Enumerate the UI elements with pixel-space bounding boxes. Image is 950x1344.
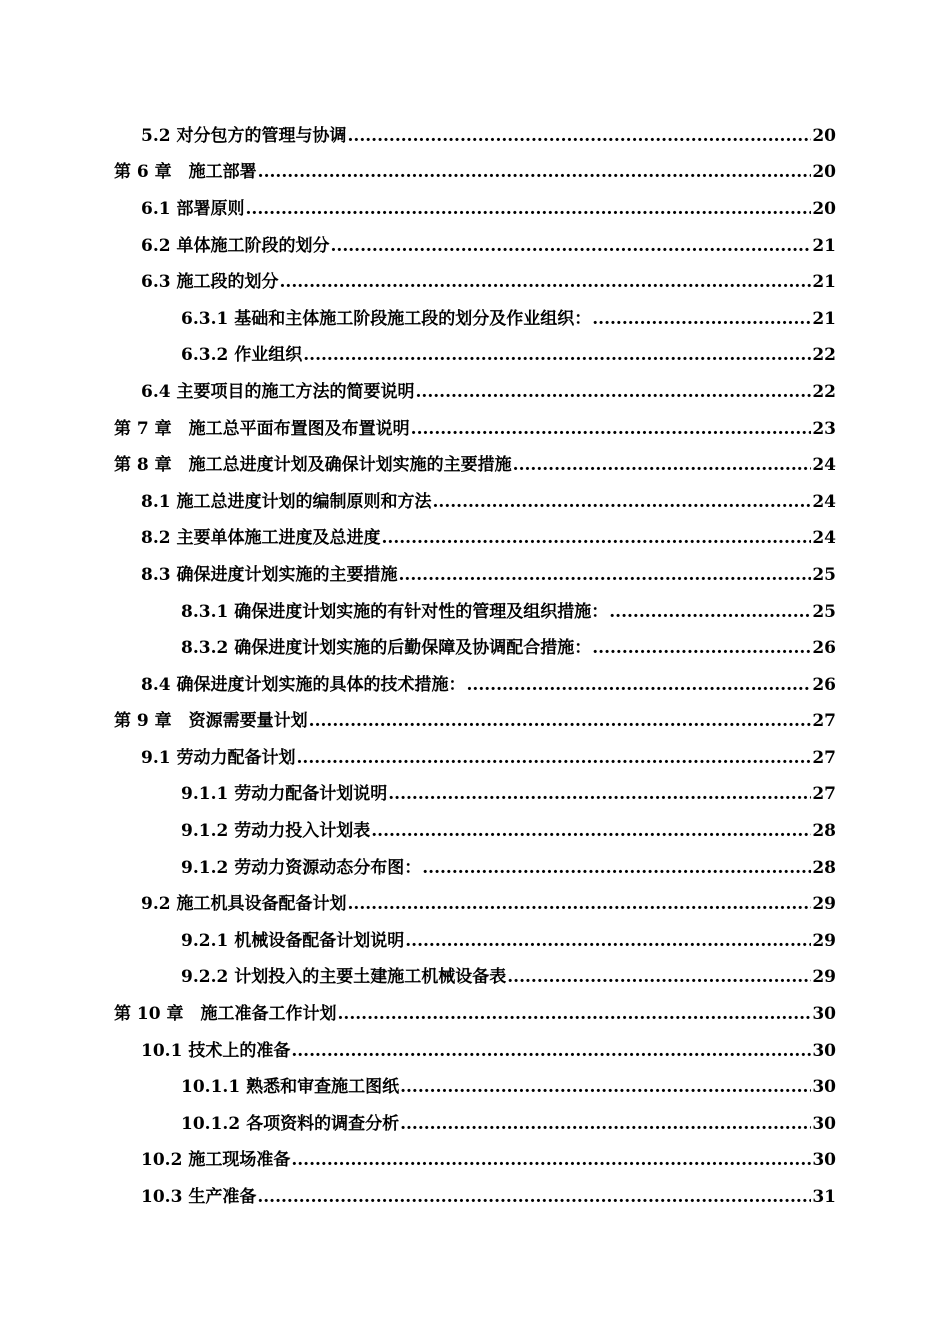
toc-dot-leader bbox=[258, 164, 812, 181]
toc-entry-title: 10.1 技术上的准备 bbox=[141, 1040, 291, 1061]
toc-dot-leader bbox=[291, 1043, 811, 1060]
toc-entry-page-number: 20 bbox=[812, 198, 836, 219]
toc-dot-leader bbox=[400, 1116, 811, 1133]
toc-entry-title: 10.3 生产准备 bbox=[141, 1187, 257, 1208]
toc-entry[interactable] bbox=[0, 886, 950, 923]
toc-dot-leader bbox=[400, 1079, 811, 1096]
toc-entry[interactable] bbox=[0, 740, 950, 777]
toc-dot-leader bbox=[291, 1152, 811, 1169]
toc-dot-leader bbox=[309, 713, 812, 730]
toc-dot-leader bbox=[388, 786, 811, 803]
table-of-contents bbox=[0, 118, 950, 1216]
toc-dot-leader bbox=[280, 274, 812, 291]
toc-entry-title: 10.1.2 各项资料的调查分析 bbox=[181, 1113, 400, 1134]
toc-entry-title: 9.1.2 劳动力投入计划表 bbox=[181, 821, 371, 842]
toc-entry-page-number: 29 bbox=[812, 930, 836, 951]
toc-dot-leader bbox=[467, 677, 812, 694]
toc-entry-title: 9.2 施工机具设备配备计划 bbox=[141, 894, 347, 915]
toc-entry-page-number: 26 bbox=[812, 674, 836, 695]
toc-entry-title: 第 9 章 资源需要量计划 bbox=[114, 711, 308, 732]
toc-dot-leader bbox=[297, 750, 812, 767]
toc-entry-title: 第 10 章 施工准备工作计划 bbox=[114, 1004, 337, 1025]
toc-entry-title: 8.3.1 确保进度计划实施的有针对性的管理及组织措施： bbox=[181, 601, 609, 622]
toc-entry[interactable] bbox=[0, 521, 950, 558]
toc-entry-page-number: 22 bbox=[812, 381, 836, 402]
toc-entry[interactable] bbox=[0, 155, 950, 192]
toc-entry[interactable] bbox=[0, 630, 950, 667]
toc-dot-leader bbox=[257, 1189, 811, 1206]
toc-entry[interactable] bbox=[0, 301, 950, 338]
toc-entry-page-number: 21 bbox=[812, 272, 836, 293]
toc-entry-page-number: 28 bbox=[812, 821, 836, 842]
toc-dot-leader bbox=[422, 860, 811, 877]
toc-entry[interactable] bbox=[0, 191, 950, 228]
toc-entry-title: 8.4 确保进度计划实施的具体的技术措施： bbox=[141, 674, 466, 695]
toc-entry-page-number: 25 bbox=[812, 564, 836, 585]
toc-entry-page-number: 29 bbox=[812, 894, 836, 915]
toc-entry-page-number: 25 bbox=[812, 601, 836, 622]
toc-entry-page-number: 30 bbox=[812, 1040, 836, 1061]
toc-entry-title: 第 7 章 施工总平面布置图及布置说明 bbox=[114, 418, 410, 439]
toc-entry[interactable] bbox=[0, 1033, 950, 1070]
toc-dot-leader bbox=[382, 530, 812, 547]
toc-entry[interactable] bbox=[0, 667, 950, 704]
toc-dot-leader bbox=[331, 238, 812, 255]
toc-entry[interactable] bbox=[0, 1069, 950, 1106]
toc-dot-leader bbox=[507, 969, 811, 986]
toc-entry[interactable] bbox=[0, 447, 950, 484]
toc-entry[interactable] bbox=[0, 228, 950, 265]
toc-entry-title: 5.2 对分包方的管理与协调 bbox=[141, 125, 347, 146]
toc-entry-title: 第 6 章 施工部署 bbox=[114, 162, 257, 183]
toc-entry[interactable] bbox=[0, 1106, 950, 1143]
toc-dot-leader bbox=[609, 604, 811, 621]
toc-entry-page-number: 27 bbox=[812, 711, 836, 732]
toc-dot-leader bbox=[592, 640, 811, 657]
toc-entry-page-number: 30 bbox=[812, 1077, 836, 1098]
toc-entry-page-number: 24 bbox=[812, 491, 836, 512]
toc-entry-page-number: 29 bbox=[812, 967, 836, 988]
toc-entry-page-number: 31 bbox=[812, 1187, 836, 1208]
toc-entry-title: 8.3 确保进度计划实施的主要措施 bbox=[141, 564, 398, 585]
toc-entry-title: 6.3 施工段的划分 bbox=[141, 272, 279, 293]
toc-entry-page-number: 23 bbox=[812, 418, 836, 439]
toc-entry-page-number: 24 bbox=[812, 528, 836, 549]
toc-dot-leader bbox=[338, 1006, 812, 1023]
toc-entry[interactable] bbox=[0, 484, 950, 521]
toc-entry[interactable] bbox=[0, 594, 950, 631]
toc-dot-leader bbox=[416, 384, 812, 401]
toc-entry-page-number: 20 bbox=[812, 125, 836, 146]
toc-entry-title: 9.1 劳动力配备计划 bbox=[141, 747, 296, 768]
toc-entry-title: 9.1.1 劳动力配备计划说明 bbox=[181, 784, 388, 805]
toc-entry-title: 6.1 部署原则 bbox=[141, 198, 245, 219]
toc-dot-leader bbox=[592, 311, 811, 328]
toc-entry[interactable] bbox=[0, 264, 950, 301]
toc-entry-page-number: 24 bbox=[812, 455, 836, 476]
toc-dot-leader bbox=[246, 201, 812, 218]
toc-entry[interactable] bbox=[0, 557, 950, 594]
toc-entry-page-number: 21 bbox=[812, 235, 836, 256]
toc-entry[interactable] bbox=[0, 338, 950, 375]
toc-entry-title: 9.2.2 计划投入的主要土建施工机械设备表 bbox=[181, 967, 507, 988]
toc-entry[interactable] bbox=[0, 960, 950, 997]
toc-entry[interactable] bbox=[0, 777, 950, 814]
toc-entry-title: 6.3.2 作业组织 bbox=[181, 345, 303, 366]
toc-entry-title: 8.3.2 确保进度计划实施的后勤保障及协调配合措施： bbox=[181, 638, 592, 659]
toc-entry-title: 6.2 单体施工阶段的划分 bbox=[141, 235, 330, 256]
toc-entry-title: 8.2 主要单体施工进度及总进度 bbox=[141, 528, 381, 549]
toc-dot-leader bbox=[303, 347, 811, 364]
toc-dot-leader bbox=[348, 896, 812, 913]
toc-dot-leader bbox=[405, 933, 811, 950]
toc-entry-page-number: 27 bbox=[812, 784, 836, 805]
toc-dot-leader bbox=[513, 457, 812, 474]
toc-entry-page-number: 30 bbox=[812, 1150, 836, 1171]
toc-entry-title: 9.1.2 劳动力资源动态分布图： bbox=[181, 857, 422, 878]
toc-entry-page-number: 30 bbox=[812, 1113, 836, 1134]
toc-dot-leader bbox=[371, 823, 811, 840]
toc-entry-page-number: 20 bbox=[812, 162, 836, 183]
toc-entry[interactable] bbox=[0, 374, 950, 411]
toc-entry[interactable] bbox=[0, 996, 950, 1033]
toc-entry[interactable] bbox=[0, 411, 950, 448]
toc-entry[interactable] bbox=[0, 118, 950, 155]
toc-entry-title: 10.1.1 熟悉和审查施工图纸 bbox=[181, 1077, 400, 1098]
toc-entry-page-number: 28 bbox=[812, 857, 836, 878]
toc-dot-leader bbox=[433, 494, 812, 511]
toc-entry-title: 6.4 主要项目的施工方法的简要说明 bbox=[141, 381, 415, 402]
toc-entry[interactable] bbox=[0, 704, 950, 741]
toc-entry-page-number: 27 bbox=[812, 747, 836, 768]
toc-entry-title: 第 8 章 施工总进度计划及确保计划实施的主要措施 bbox=[114, 455, 512, 476]
toc-entry-page-number: 26 bbox=[812, 638, 836, 659]
toc-entry-page-number: 30 bbox=[812, 1004, 836, 1025]
toc-entry-title: 6.3.1 基础和主体施工阶段施工段的划分及作业组织： bbox=[181, 308, 592, 329]
toc-dot-leader bbox=[399, 567, 812, 584]
toc-entry[interactable] bbox=[0, 850, 950, 887]
toc-entry-page-number: 22 bbox=[812, 345, 836, 366]
toc-entry[interactable] bbox=[0, 813, 950, 850]
toc-dot-leader bbox=[348, 128, 812, 145]
toc-entry[interactable] bbox=[0, 1143, 950, 1180]
toc-entry[interactable] bbox=[0, 923, 950, 960]
toc-entry-title: 8.1 施工总进度计划的编制原则和方法 bbox=[141, 491, 432, 512]
toc-entry-title: 9.2.1 机械设备配备计划说明 bbox=[181, 930, 405, 951]
toc-entry[interactable] bbox=[0, 1179, 950, 1216]
toc-entry-title: 10.2 施工现场准备 bbox=[141, 1150, 291, 1171]
toc-entry-page-number: 21 bbox=[812, 308, 836, 329]
toc-dot-leader bbox=[411, 421, 812, 438]
